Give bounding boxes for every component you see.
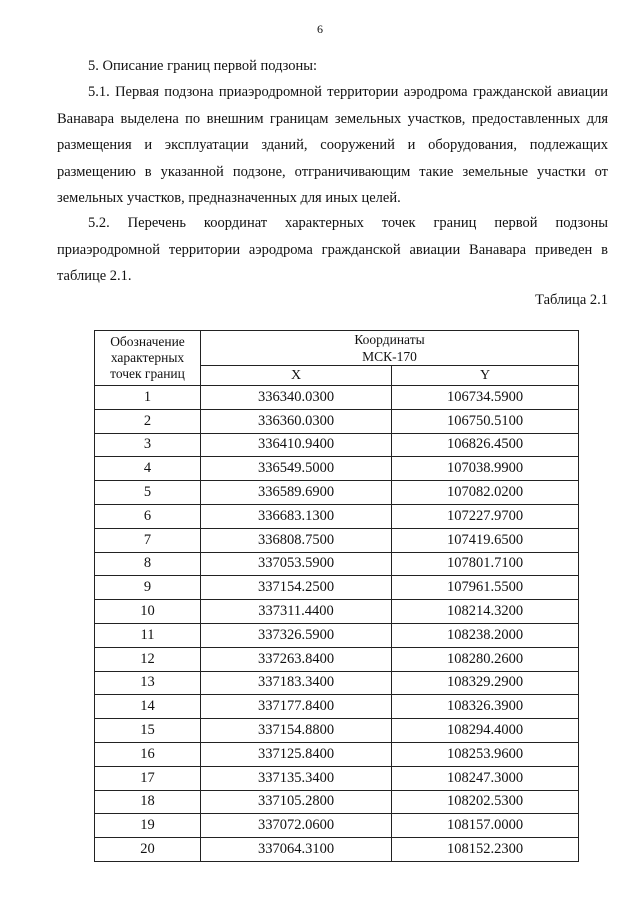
x-coordinate-cell: 337105.2800 xyxy=(201,790,392,814)
paragraph-5-1: 5.1. Первая подзона приаэродромной территории аэродрома гражданской авиации Ванавара выделена по внешним границам земельных участков, предоставленных для размещения и эксплуатации зданий, сооружений и оборудования, подлежащих размещению в указанной подзоне, отграничивающим такие земельные участки от земельных участков, предназначенных для иных целей. xyxy=(57,84,608,206)
table-row xyxy=(95,742,579,766)
coordinates-header-system: МСК-170 xyxy=(362,349,417,364)
table-row xyxy=(95,386,579,410)
point-cell: 11 xyxy=(95,623,201,647)
y-coordinate-cell: 108253.9600 xyxy=(392,742,579,766)
point-cell: 9 xyxy=(95,576,201,600)
y-coordinate-cell: 107961.5500 xyxy=(392,576,579,600)
y-coordinate-cell: 107801.7100 xyxy=(392,552,579,576)
table-row xyxy=(95,433,579,457)
y-coordinate-cell: 107419.6500 xyxy=(392,528,579,552)
x-coordinate-cell: 337072.0600 xyxy=(201,814,392,838)
table-row xyxy=(95,623,579,647)
coordinates-table-body xyxy=(95,386,579,862)
point-cell: 7 xyxy=(95,528,201,552)
point-cell: 15 xyxy=(95,719,201,743)
y-coordinate-cell: 107038.9900 xyxy=(392,457,579,481)
point-cell: 16 xyxy=(95,742,201,766)
point-cell: 8 xyxy=(95,552,201,576)
x-coordinate-cell: 337326.5900 xyxy=(201,623,392,647)
y-coordinate-cell: 108329.2900 xyxy=(392,671,579,695)
x-coordinate-cell: 337135.3400 xyxy=(201,766,392,790)
point-cell: 12 xyxy=(95,647,201,671)
page-number: 6 xyxy=(317,22,323,36)
x-coordinate-cell: 337053.5900 xyxy=(201,552,392,576)
x-coordinate-cell: 337064.3100 xyxy=(201,838,392,862)
x-coordinate-cell: 336683.1300 xyxy=(201,504,392,528)
y-coordinate-cell: 106750.5100 xyxy=(392,409,579,433)
point-cell: 2 xyxy=(95,409,201,433)
table-row xyxy=(95,671,579,695)
table-row xyxy=(95,552,579,576)
y-coordinate-cell: 108202.5300 xyxy=(392,790,579,814)
y-coordinate-cell: 106826.4500 xyxy=(392,433,579,457)
paragraph-5-2: 5.2. Перечень координат характерных точек границ первой подзоны приаэродромной территории аэродрома гражданской авиации Ванавара приведен в таблице 2.1. xyxy=(57,215,608,284)
y-coordinate-cell: 108238.2000 xyxy=(392,623,579,647)
coordinates-header-title: Координаты xyxy=(354,332,425,347)
table-row xyxy=(95,838,579,862)
table-row xyxy=(95,504,579,528)
coordinates-header xyxy=(201,331,579,366)
table-row xyxy=(95,576,579,600)
y-coordinate-cell: 108326.3900 xyxy=(392,695,579,719)
y-column-header: Y xyxy=(392,366,579,386)
x-coordinate-cell: 337263.8400 xyxy=(201,647,392,671)
y-coordinate-cell: 106734.5900 xyxy=(392,386,579,410)
table-row xyxy=(95,409,579,433)
point-cell: 13 xyxy=(95,671,201,695)
point-designation-header: Обозначение характерных точек границ xyxy=(95,331,201,386)
table-row xyxy=(95,719,579,743)
x-column-header: X xyxy=(201,366,392,386)
table-caption: Таблица 2.1 xyxy=(535,292,608,308)
y-coordinate-cell: 108280.2600 xyxy=(392,647,579,671)
x-coordinate-cell: 336360.0300 xyxy=(201,409,392,433)
table-row xyxy=(95,600,579,624)
table-row xyxy=(95,790,579,814)
x-coordinate-cell: 336589.6900 xyxy=(201,481,392,505)
coordinates-table xyxy=(94,330,579,862)
point-cell: 19 xyxy=(95,814,201,838)
point-cell: 6 xyxy=(95,504,201,528)
x-coordinate-cell: 336340.0300 xyxy=(201,386,392,410)
point-cell: 3 xyxy=(95,433,201,457)
table-row xyxy=(95,647,579,671)
table-row xyxy=(95,766,579,790)
point-cell: 18 xyxy=(95,790,201,814)
point-cell: 1 xyxy=(95,386,201,410)
point-cell: 5 xyxy=(95,481,201,505)
table-row xyxy=(95,457,579,481)
y-coordinate-cell: 108152.2300 xyxy=(392,838,579,862)
y-coordinate-cell: 108214.3200 xyxy=(392,600,579,624)
y-coordinate-cell: 107082.0200 xyxy=(392,481,579,505)
x-coordinate-cell: 336410.9400 xyxy=(201,433,392,457)
y-coordinate-cell: 108294.4000 xyxy=(392,719,579,743)
x-coordinate-cell: 336808.7500 xyxy=(201,528,392,552)
table-row xyxy=(95,481,579,505)
y-coordinate-cell: 108157.0000 xyxy=(392,814,579,838)
x-coordinate-cell: 337183.3400 xyxy=(201,671,392,695)
section-heading: 5. Описание границ первой подзоны: xyxy=(88,58,318,74)
x-coordinate-cell: 337311.4400 xyxy=(201,600,392,624)
point-cell: 14 xyxy=(95,695,201,719)
point-cell: 4 xyxy=(95,457,201,481)
x-coordinate-cell: 337154.8800 xyxy=(201,719,392,743)
point-cell: 20 xyxy=(95,838,201,862)
x-coordinate-cell: 337177.8400 xyxy=(201,695,392,719)
y-coordinate-cell: 107227.9700 xyxy=(392,504,579,528)
point-cell: 10 xyxy=(95,600,201,624)
table-row xyxy=(95,814,579,838)
x-coordinate-cell: 337154.2500 xyxy=(201,576,392,600)
x-coordinate-cell: 336549.5000 xyxy=(201,457,392,481)
x-coordinate-cell: 337125.8400 xyxy=(201,742,392,766)
y-coordinate-cell: 108247.3000 xyxy=(392,766,579,790)
table-row xyxy=(95,695,579,719)
point-cell: 17 xyxy=(95,766,201,790)
table-row xyxy=(95,528,579,552)
